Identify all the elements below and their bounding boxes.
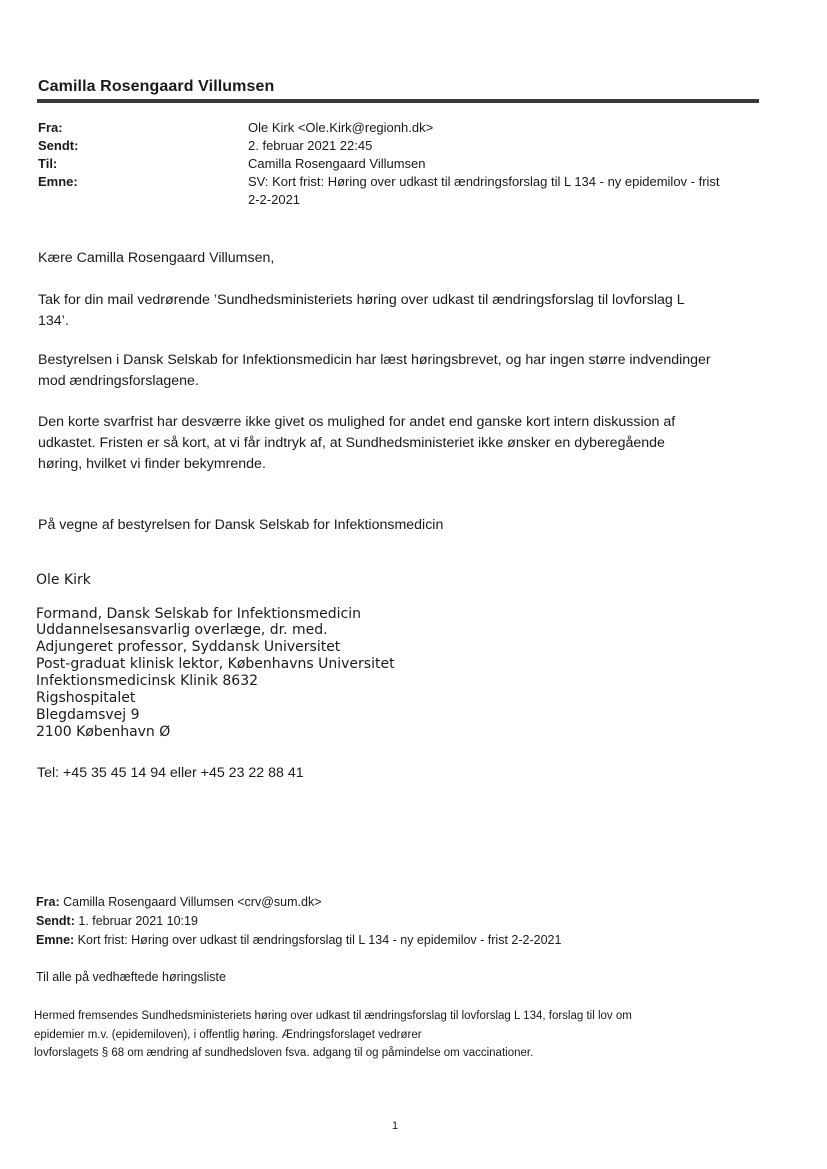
forwarded-sendt-label: Sendt: [36,914,75,928]
forwarded-emne-label: Emne: [36,933,75,947]
paragraph-3-line-3: høring, hvilket vi finder bekymrende. [38,456,266,472]
forwarded-fra [36,895,322,909]
forwarded-emne-value: Kort frist: Høring over udkast til ændringsforslag til L 134 - ny epidemilov - frist 2-2-2021 [74,933,562,947]
signature-phone: Tel: +45 35 45 14 94 eller +45 23 22 88 41 [37,765,304,781]
signature-line: 2100 København Ø [36,724,171,740]
paragraph-3-line-2: udkastet. Fristen er så kort, at vi får indtryk af, at Sundhedsministeriet ikke ønsker en dyberegående [38,435,665,451]
forwarded-sendt [36,914,198,928]
forwarded-fra-label: Fra: [36,895,60,909]
paragraph-2-line-1: Bestyrelsen i Dansk Selskab for Infektionsmedicin har læst høringsbrevet, og har ingen større indvendinger [38,352,711,368]
forwarded-sendt-value: 1. februar 2021 10:19 [74,914,198,928]
paragraph-3-line-1: Den korte svarfrist har desværre ikke givet os mulighed for andet end ganske kort intern diskussion af [38,414,676,430]
sendt-label: Sendt: [38,138,79,153]
signature-line: Blegdamsvej 9 [36,707,140,723]
forwarded-paragraph-line-2: epidemier m.v. (epidemiloven), i offentlig høring. Ændringsforslaget vedrører [34,1029,422,1041]
paragraph-1-line-2: 134’. [38,313,69,329]
paragraph-2-line-2: mod ændringsforslagene. [38,373,199,389]
forwarded-paragraph-line-1: Hermed fremsendes Sundhedsministeriets høring over udkast til ændringsforslag til lovforslag L 134, forslag til lov om [34,1010,632,1022]
signature-line: Formand, Dansk Selskab for Infektionsmedicin [36,606,362,622]
paragraph-1-line-1: Tak for din mail vedrørende ’Sundhedsministeriets høring over udkast til ændringsforslag til lovforslag L [38,292,685,308]
signature-line: Uddannelsesansvarlig overlæge, dr. med. [36,622,328,638]
emne-value-line1: SV: Kort frist: Høring over udkast til ændringsforslag til L 134 - ny epidemilov - frist [248,174,720,189]
sender-name: Camilla Rosengaard Villumsen [38,78,275,95]
sendt-value: 2. februar 2021 22:45 [248,138,373,153]
forwarded-paragraph-line-3: lovforslagets § 68 om ændring af sundhedsloven fsva. adgang til og påmindelse om vaccinationer. [34,1047,534,1059]
header-divider [37,99,759,103]
greeting: Kære Camilla Rosengaard Villumsen, [38,250,275,266]
signature-line: Adjungeret professor, Syddansk Universitet [36,639,341,655]
page-number: 1 [392,1120,399,1132]
signature-line: Infektionsmedicinsk Klinik 8632 [36,673,259,689]
emne-label: Emne: [38,174,78,189]
til-label: Til: [38,156,58,171]
signature-line: Rigshospitalet [36,690,136,706]
forwarded-fra-value: Camilla Rosengaard Villumsen <crv@sum.dk> [59,895,322,909]
emne-value-line2: 2-2-2021 [248,192,301,207]
forwarded-emne [36,933,561,947]
til-value: Camilla Rosengaard Villumsen [248,156,426,171]
behalf-line: På vegne af bestyrelsen for Dansk Selskab for Infektionsmedicin [38,517,444,533]
forwarded-to-all: Til alle på vedhæftede høringsliste [36,970,226,984]
signature-name: Ole Kirk [36,572,91,588]
signature-line: Post-graduat klinisk lektor, Københavns Universitet [36,656,395,672]
fra-label: Fra: [38,120,63,135]
fra-value: Ole Kirk <Ole.Kirk@regionh.dk> [248,120,434,135]
